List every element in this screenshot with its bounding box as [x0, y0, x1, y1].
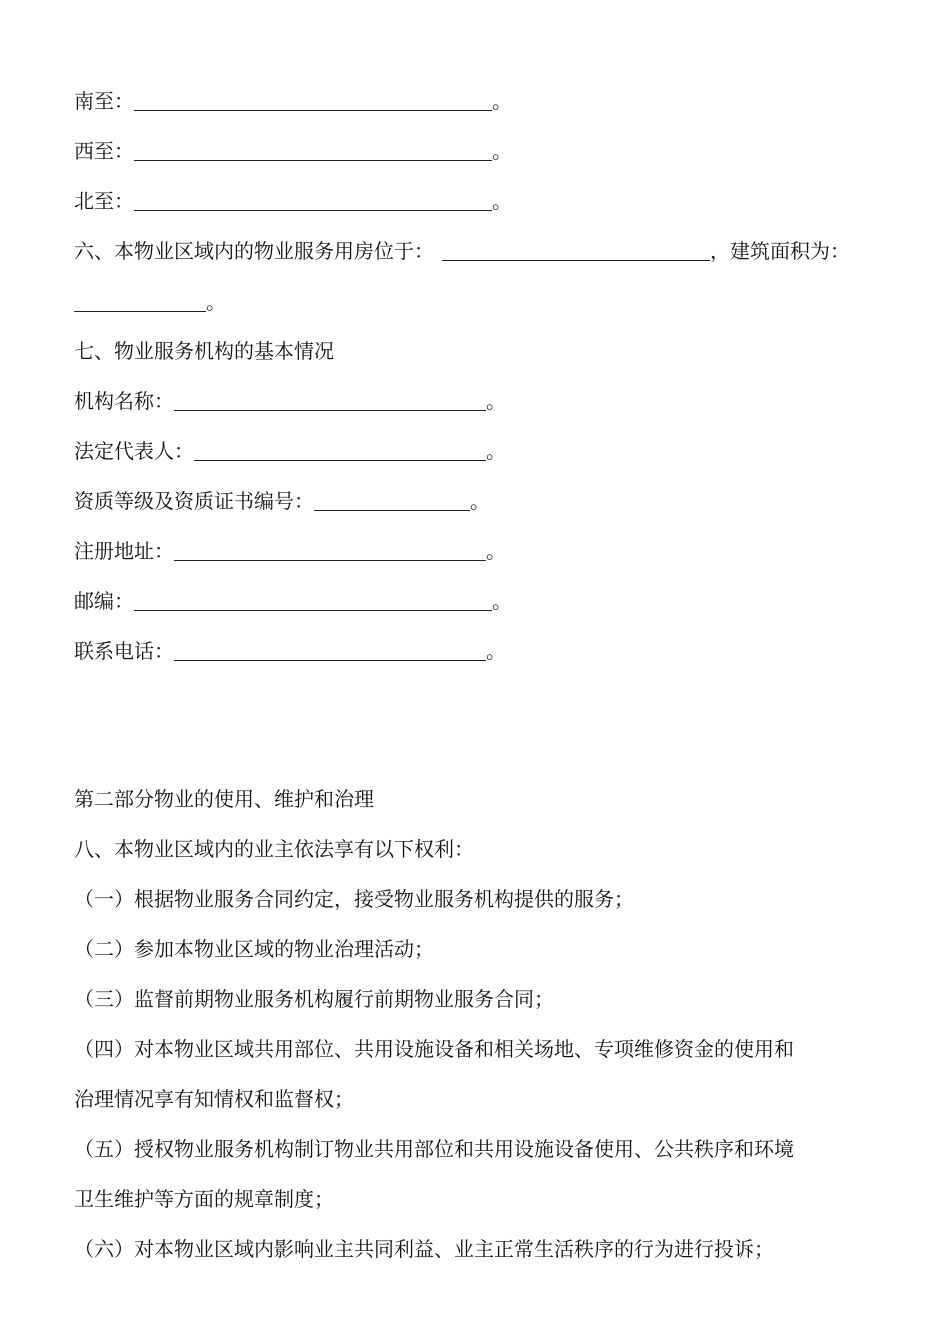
blank-line[interactable] — [134, 92, 492, 111]
postcode-field: 邮编： 。 — [74, 589, 512, 613]
address-field: 注册地址： 。 — [74, 539, 506, 563]
phone-field: 联系电话： 。 — [74, 639, 506, 663]
right-item: （一）根据物业服务合同约定，接受物业服务机构提供的服务； — [74, 887, 634, 911]
blank-line[interactable] — [134, 592, 492, 611]
area-blank[interactable] — [74, 293, 206, 312]
blank-line[interactable] — [174, 392, 486, 411]
right-item-cont: 治理情况享有知情权和监督权； — [74, 1087, 354, 1111]
blank-line[interactable] — [174, 542, 486, 561]
blank-line[interactable] — [174, 642, 486, 661]
field-label: 北至： — [74, 189, 134, 213]
blank-line[interactable] — [134, 142, 492, 161]
legal-rep-field: 法定代表人： 。 — [74, 439, 506, 463]
item6-line2: 。 — [74, 289, 910, 315]
blank-line[interactable] — [194, 442, 486, 461]
right-item: （三）监督前期物业服务机构履行前期物业服务合同； — [74, 987, 554, 1011]
boundary-south: 南至： 。 — [74, 89, 512, 113]
blank-line[interactable] — [134, 192, 492, 211]
right-item-cont: 卫生维护等方面的规章制度； — [74, 1187, 334, 1211]
right-item: （二）参加本物业区域的物业治理活动； — [74, 937, 434, 961]
boundary-west: 西至： 。 — [74, 139, 512, 163]
qualification-field: 资质等级及资质证书编号： 。 — [74, 489, 490, 513]
right-item: （五）授权物业服务机构制订物业共用部位和共用设施设备使用、公共秩序和环境 — [74, 1137, 794, 1161]
boundary-north: 北至： 。 — [74, 189, 512, 213]
right-item: （六）对本物业区域内影响业主共同利益、业主正常生活秩序的行为进行投诉； — [74, 1237, 774, 1261]
location-blank[interactable] — [442, 242, 710, 261]
part2-title: 第二部分物业的使用、维护和治理 — [74, 787, 374, 811]
org-name-field: 机构名称： 。 — [74, 389, 506, 413]
item8-title: 八、本物业区域内的业主依法享有以下权利： — [74, 837, 474, 861]
item6-line1: 六、本物业区域内的物业服务用房位于： ，建筑面积为： — [74, 239, 850, 263]
right-item: （四）对本物业区域共用部位、共用设施设备和相关场地、专项维修资金的使用和 — [74, 1037, 794, 1061]
field-label: 南至： — [74, 89, 134, 113]
item7-title: 七、物业服务机构的基本情况 — [74, 339, 334, 363]
field-label: 西至： — [74, 139, 134, 163]
blank-line[interactable] — [314, 492, 470, 511]
